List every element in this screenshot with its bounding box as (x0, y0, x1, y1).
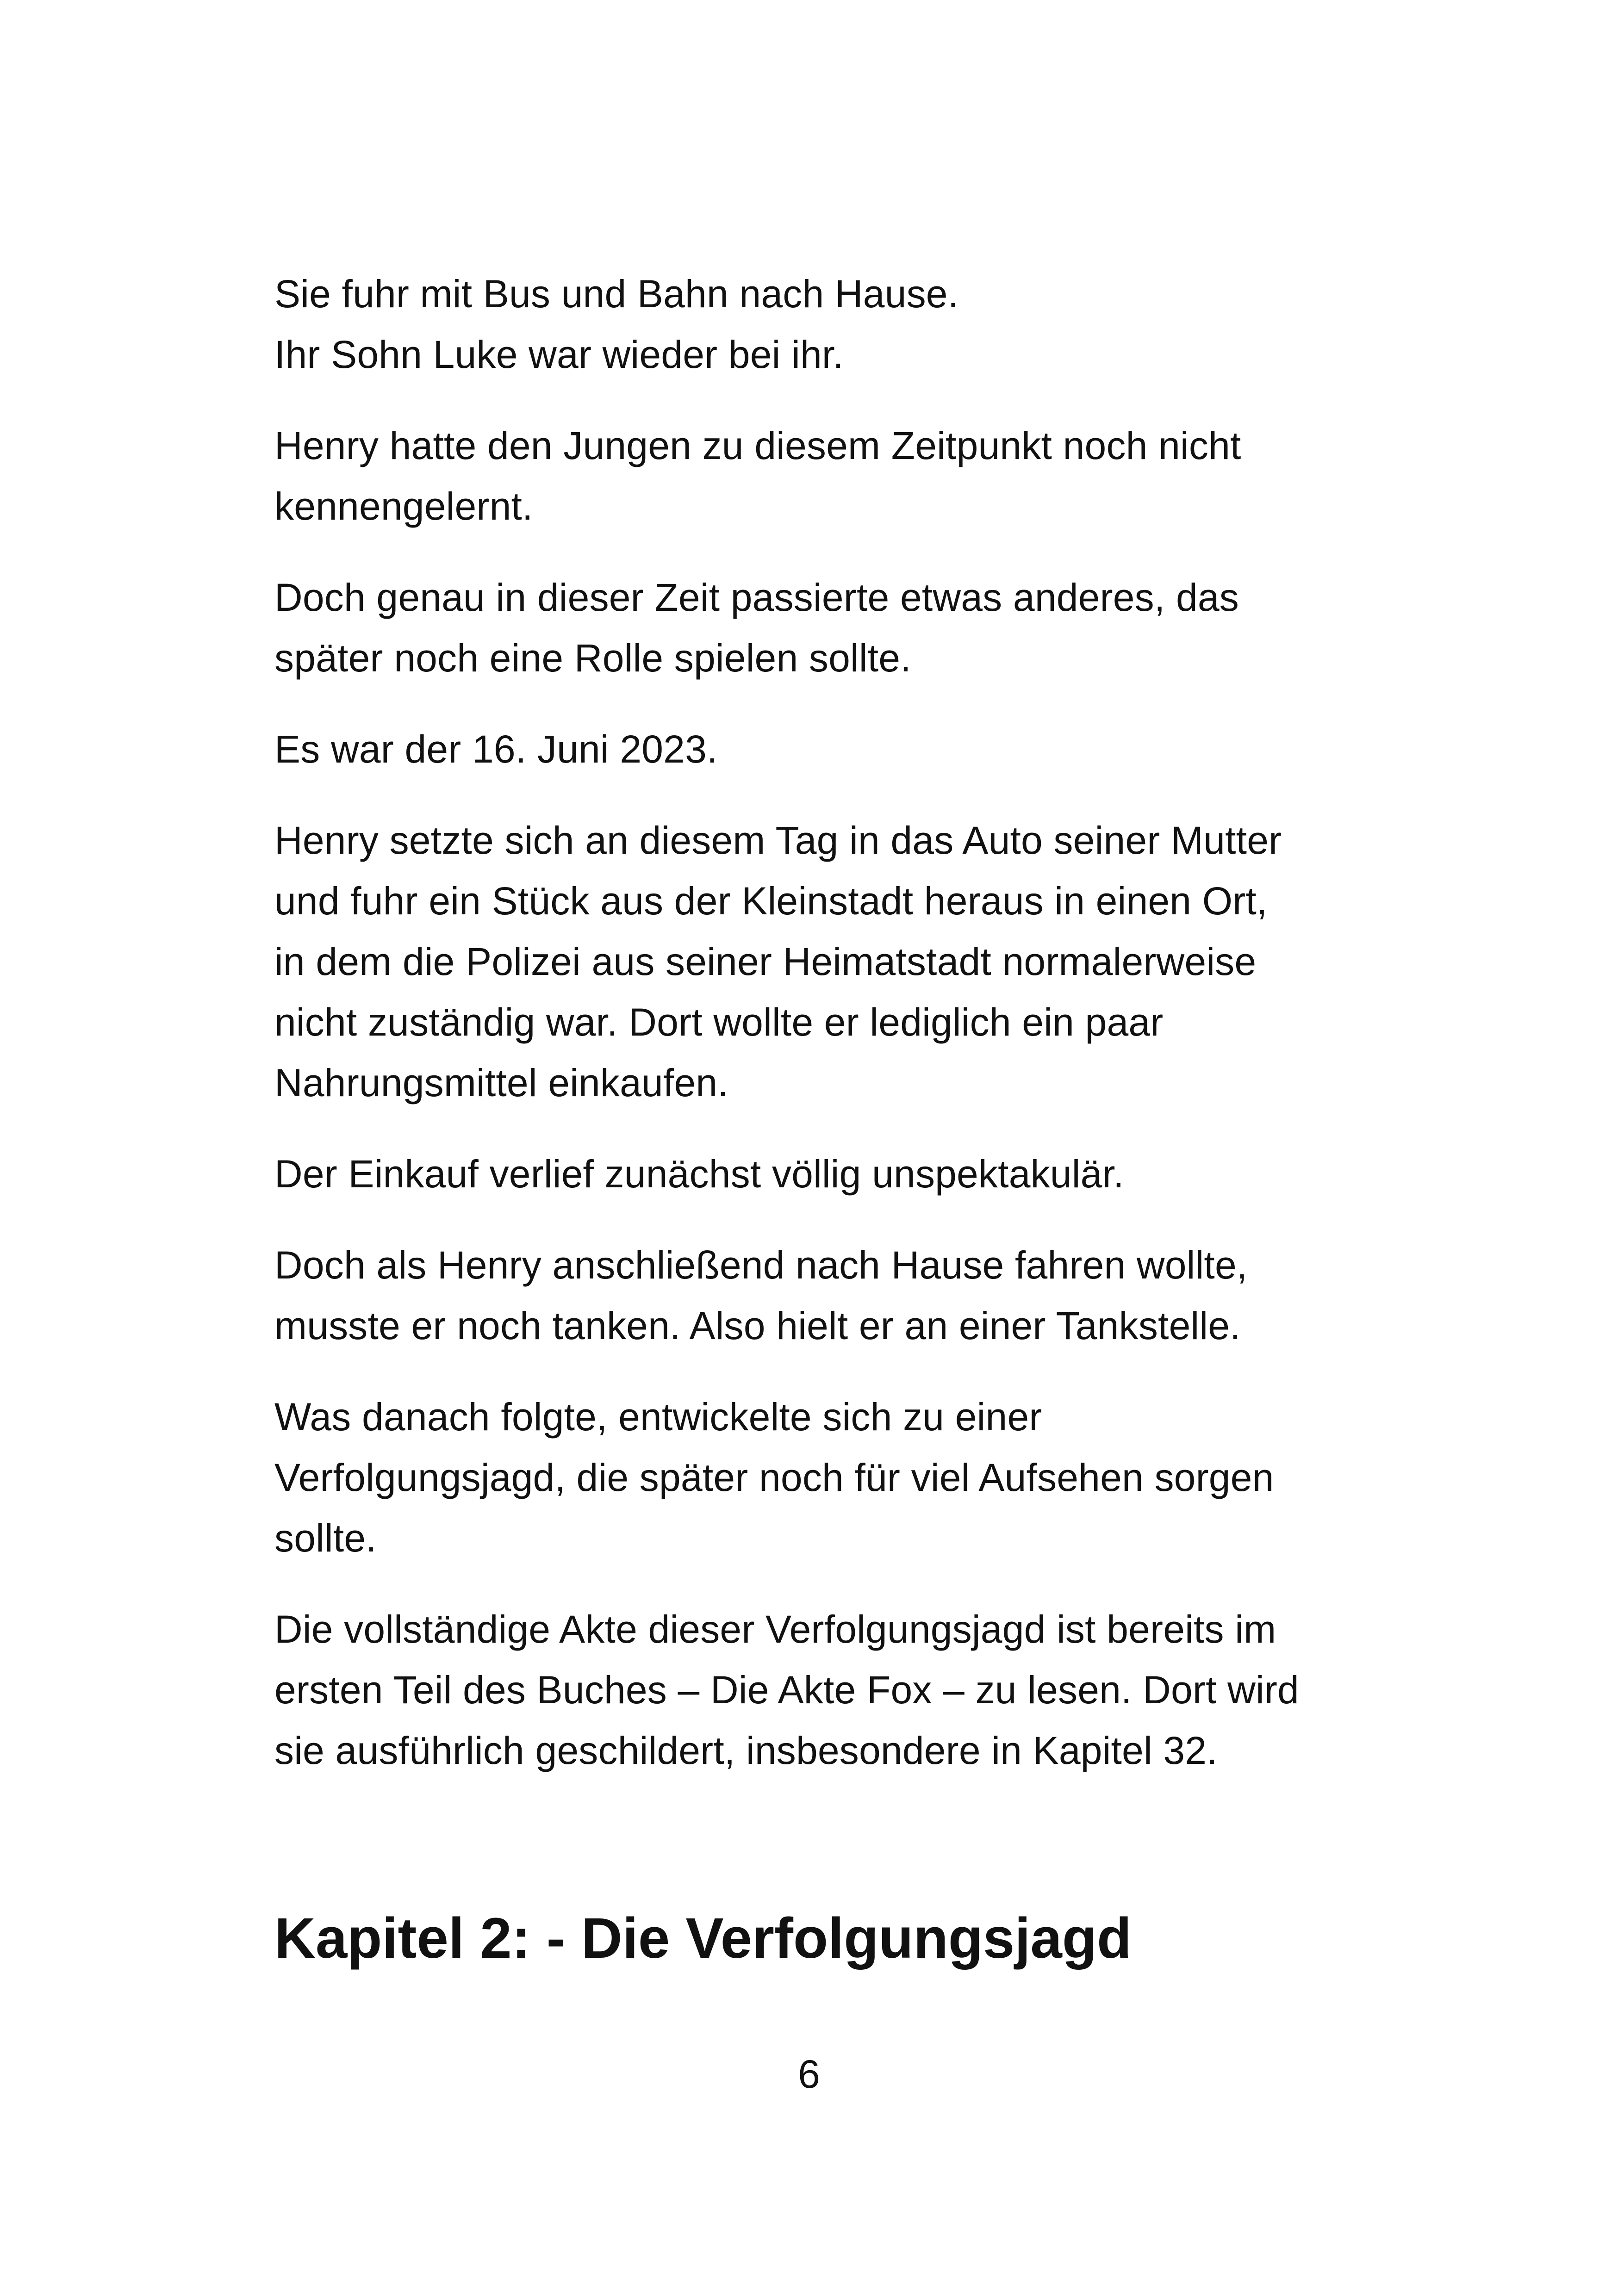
paragraph-3 (274, 567, 1353, 689)
paragraph-6 (274, 1144, 1353, 1204)
chapter-heading: Kapitel 2: - Die Verfolgungsjagd (274, 1907, 1132, 1970)
text-line: Nahrungsmittel einkaufen. (274, 1061, 728, 1105)
paragraph-9 (274, 1599, 1353, 1781)
text-line: Henry setzte sich an diesem Tag in das Auto seiner Mutter (274, 819, 1282, 862)
text-line: Henry hatte den Jungen zu diesem Zeitpunkt noch nicht (274, 424, 1241, 467)
text-line: Doch als Henry anschließend nach Hause fahren wollte, (274, 1243, 1248, 1287)
text-line: Der Einkauf verlief zunächst völlig unspektakulär. (274, 1152, 1124, 1196)
paragraph-4 (274, 719, 1353, 780)
text-line: später noch eine Rolle spielen sollte. (274, 636, 911, 680)
text-line: Verfolgungsjagd, die später noch für viel Aufsehen sorgen (274, 1456, 1274, 1499)
text-line: musste er noch tanken. Also hielt er an einer Tankstelle. (274, 1304, 1241, 1347)
paragraph-5 (274, 810, 1353, 1113)
paragraph-7 (274, 1235, 1353, 1356)
text-line: Die vollständige Akte dieser Verfolgungsjagd ist bereits im (274, 1607, 1276, 1651)
page-number: 6 (798, 2052, 820, 2097)
paragraph-2 (274, 416, 1353, 537)
text-line: sollte. (274, 1516, 377, 1560)
text-line: Es war der 16. Juni 2023. (274, 727, 718, 771)
text-line: nicht zuständig war. Dort wollte er lediglich ein paar (274, 1000, 1164, 1044)
paragraph-8 (274, 1387, 1353, 1569)
text-line: in dem die Polizei aus seiner Heimatstadt normalerweise (274, 940, 1257, 983)
text-line: kennengelernt. (274, 484, 533, 528)
text-line: ersten Teil des Buches – Die Akte Fox – zu lesen. Dort wird (274, 1668, 1299, 1712)
text-line: Was danach folgte, entwickelte sich zu einer (274, 1395, 1042, 1439)
text-line: und fuhr ein Stück aus der Kleinstadt heraus in einen Ort, (274, 879, 1268, 923)
paragraph-1 (274, 264, 1353, 385)
text-line: Doch genau in dieser Zeit passierte etwas anderes, das (274, 576, 1239, 619)
body-text (274, 264, 1353, 1812)
text-line: Sie fuhr mit Bus und Bahn nach Hause. (274, 272, 959, 316)
text-line: Ihr Sohn Luke war wieder bei ihr. (274, 333, 844, 376)
text-line: sie ausführlich geschildert, insbesondere in Kapitel 32. (274, 1729, 1218, 1772)
